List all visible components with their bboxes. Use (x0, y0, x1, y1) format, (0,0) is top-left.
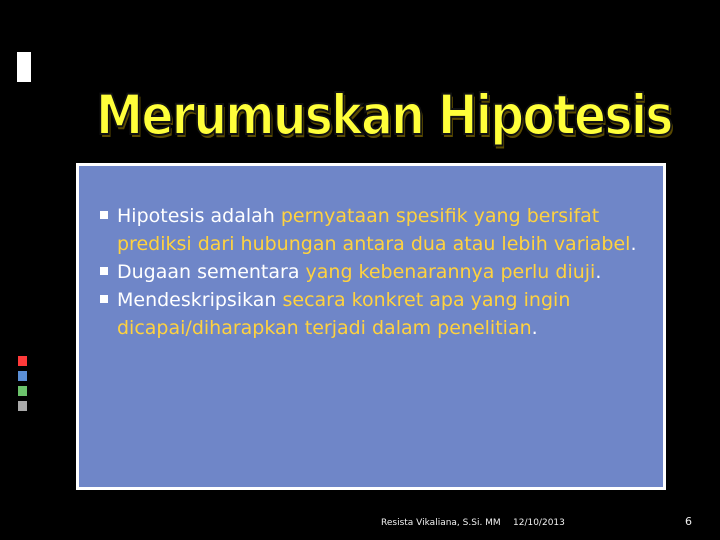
bullet-text: Hipotesis adalah (117, 205, 281, 227)
highlighted-text: pernyataan spesifik yang bersifat prediksi dari hubungan antara dua atau lebih variabel (117, 205, 631, 255)
highlighted-text: secara konkret apa yang ingin dicapai/diharapkan terjadi dalam penelitian (117, 289, 571, 339)
deco-square-1 (18, 356, 27, 366)
deco-square-4 (18, 401, 27, 411)
footer-author: Resista Vikaliana, S.Si. MM (381, 518, 501, 528)
page-number: 6 (685, 515, 692, 528)
deco-square-3 (18, 386, 27, 396)
highlighted-text: yang kebenarannya perlu diuji (305, 261, 596, 283)
bullet-item (100, 258, 660, 286)
bullet-marker-icon (100, 267, 108, 275)
bullet-text: Mendeskripsikan (117, 289, 283, 311)
bullet-marker-icon (100, 295, 108, 303)
bullet-text: . (630, 233, 637, 255)
bullet-text: Dugaan sementara (117, 261, 306, 283)
deco-square-2 (18, 371, 27, 381)
corner-square (17, 52, 31, 82)
bullet-item (100, 202, 660, 258)
bullet-marker-icon (100, 211, 108, 219)
slide-title: Merumuskan Hipotesis (96, 83, 672, 147)
footer-date: 12/10/2013 (513, 518, 565, 528)
bullet-text: . (595, 261, 602, 283)
bullet-list (100, 202, 660, 342)
bullet-item (100, 286, 660, 342)
bullet-text: . (531, 317, 538, 339)
